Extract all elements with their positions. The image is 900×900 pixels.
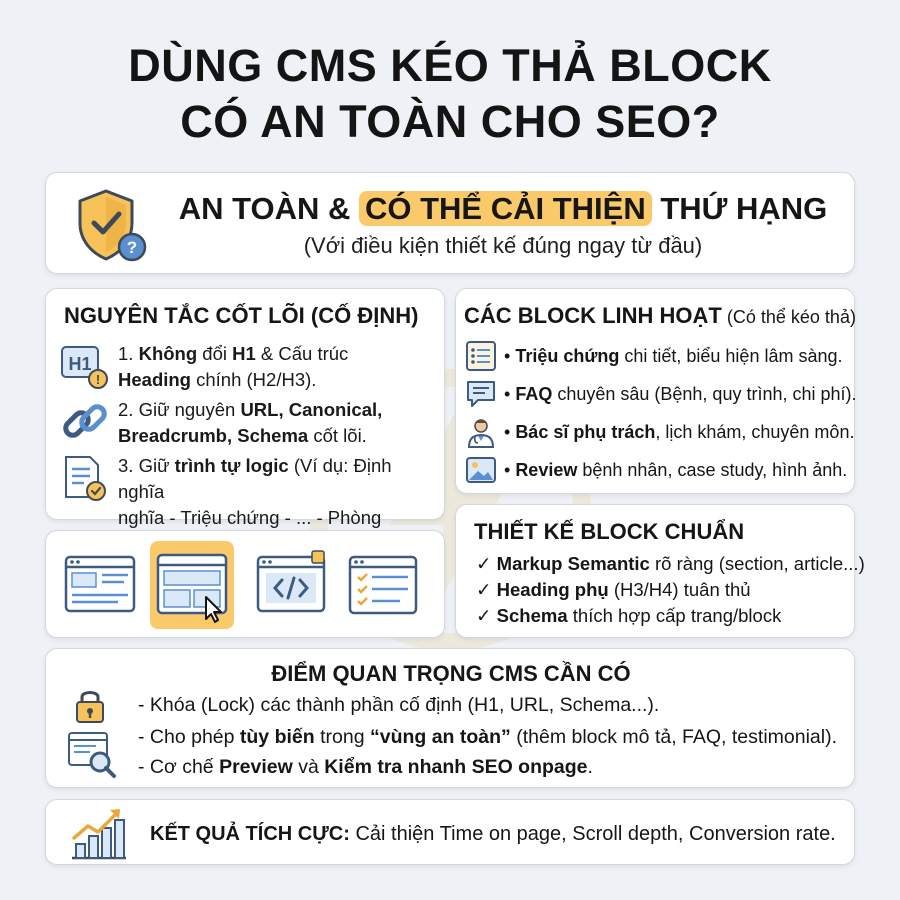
key-point-2-text-3: (thêm block mô tả, FAQ, testimonial). xyxy=(510,726,837,748)
flexible-blocks-heading xyxy=(464,301,856,332)
standard-item-2-text: (H3/H4) tuân thủ xyxy=(608,579,751,600)
svg-text:H1: H1 xyxy=(68,354,92,374)
principle-2-number: 2. Giữ nguyên xyxy=(118,399,241,420)
drag-block-layout-icon[interactable] xyxy=(154,547,230,623)
standard-block-heading: THIẾT KẾ BLOCK CHUẨN xyxy=(474,519,745,544)
flexible-item-4-bold: Review xyxy=(515,460,578,480)
key-point-3-text-2: và xyxy=(292,756,325,778)
safety-verdict-card xyxy=(45,172,855,274)
flexible-item-3-bold: Bác sĩ phụ trách xyxy=(515,422,656,442)
principle-3-number: 3. Giữ xyxy=(118,455,175,476)
flexible-block-item: • FAQ chuyên sâu (Bệnh, quy trình, chi phí). xyxy=(464,377,854,411)
flexible-block-item: • Review bệnh nhân, case study, hình ảnh. xyxy=(464,453,854,487)
standard-item-2-bold: Heading phụ xyxy=(496,579,609,600)
check-icon: ✓ xyxy=(476,579,497,600)
standard-item xyxy=(476,603,781,629)
key-point-3-text-3: . xyxy=(587,756,593,778)
standard-item xyxy=(476,577,751,603)
chat-bubble-icon xyxy=(464,377,498,411)
principle-1-number: 1. xyxy=(118,343,139,364)
code-editor-icon xyxy=(254,547,330,623)
verdict-heading-start: AN TOÀN & xyxy=(178,191,359,226)
title-line-1: DÙNG CMS KÉO THẢ BLOCK xyxy=(128,40,772,91)
standard-item-3-bold: Schema xyxy=(496,605,568,626)
checklist-document-icon xyxy=(60,453,110,503)
key-point-2-bold: tùy biến xyxy=(239,726,315,748)
principle-2-keywords: URL, Canonical, xyxy=(240,399,383,420)
principle-3-text: (Ví dụ: Định nghĩa xyxy=(118,455,392,502)
principle-3-keyword: trình tự logic xyxy=(174,455,289,476)
flexible-item-3-text: , lịch khám, chuyên môn. xyxy=(655,422,855,442)
flexible-block-item: • Triệu chứng chi tiết, biểu hiện lâm sàng. xyxy=(464,339,854,373)
search-window-icon xyxy=(66,729,118,781)
result-description: Cải thiện Time on page, Scroll depth, Conversion rate. xyxy=(349,823,836,845)
flexible-item-4-text: bệnh nhân, case study, hình ảnh. xyxy=(577,460,848,480)
key-point-2-text: - Cho phép xyxy=(138,726,240,748)
verdict-heading-end: THỨ HẠNG xyxy=(651,191,828,226)
flexible-item-2-text: chuyên sâu (Bệnh, quy trình, chi phí). xyxy=(552,384,857,404)
shield-check-icon xyxy=(76,187,148,263)
result-text xyxy=(150,820,836,848)
lock-icon xyxy=(72,685,108,725)
core-principles-heading: NGUYÊN TẮC CỐT LÕI (CỐ ĐỊNH) xyxy=(64,303,419,328)
flexible-blocks-note: (Có thể kéo thả) xyxy=(721,307,856,327)
key-point-preview xyxy=(138,753,593,781)
block-layout-icons-card xyxy=(45,530,445,638)
flexible-item-2-bold: FAQ xyxy=(515,384,553,404)
list-document-icon xyxy=(464,339,498,373)
chain-link-icon xyxy=(60,397,110,447)
key-point-2-bold-2: “vùng an toàn” xyxy=(369,726,511,748)
flexible-item-1-text: chi tiết, biểu hiện lâm sàng. xyxy=(619,346,843,366)
key-point-3-bold: Preview xyxy=(219,756,293,778)
title-line-2: CÓ AN TOÀN CHO SEO? xyxy=(180,96,720,147)
core-principles-card xyxy=(45,288,445,528)
key-point-customize xyxy=(138,723,837,751)
principle-1-h1: H1 xyxy=(232,343,256,364)
doctor-icon xyxy=(464,415,498,449)
principle-2-keywords-2: Breadcrumb, Schema xyxy=(118,425,309,446)
principle-1-text-3: chính (H2/H3). xyxy=(190,369,317,390)
svg-text:!: ! xyxy=(95,372,101,387)
principle-3-text-2: nghĩa - Triệu chứng - ... - Phòng xyxy=(118,507,382,528)
flexible-item-1-bold: Triệu chứng xyxy=(515,346,620,366)
principle-1-heading: Heading xyxy=(118,369,191,390)
web-layout-icon xyxy=(62,547,138,623)
page-title xyxy=(0,38,900,150)
flexible-block-item: • Bác sĩ phụ trách, lịch khám, chuyên môn. xyxy=(464,415,854,449)
flexible-blocks-title: CÁC BLOCK LINH HOẠT xyxy=(464,303,722,328)
key-point-3-text: - Cơ chế xyxy=(138,756,220,778)
result-label: KẾT QUẢ TÍCH CỰC: xyxy=(150,823,350,845)
image-icon xyxy=(464,453,498,487)
verdict-condition: (Với điều kiện thiết kế đúng ngay từ đầu) xyxy=(303,233,703,258)
key-cms-features-card xyxy=(45,648,855,788)
standard-item xyxy=(476,551,865,577)
key-point-3-bold-2: Kiểm tra nhanh SEO onpage xyxy=(324,756,588,778)
h1-warning-icon xyxy=(60,341,110,391)
principle-1-text: đổi xyxy=(197,343,233,364)
standard-block-design-card xyxy=(455,504,865,638)
principle-1-text-2: & Cấu trúc xyxy=(255,343,349,364)
key-point-2-text-2: trong xyxy=(314,726,370,748)
growth-chart-icon xyxy=(68,804,128,862)
standard-item-1-bold: Markup Semantic xyxy=(496,553,650,574)
check-icon: ✓ xyxy=(476,553,497,574)
standard-item-3-text: thích hợp cấp trang/block xyxy=(567,605,782,626)
key-point-lock: - Khóa (Lock) các thành phần cố định (H1, URL, Schema...). xyxy=(138,694,660,716)
check-icon: ✓ xyxy=(476,605,497,626)
verdict-heading xyxy=(158,189,848,229)
positive-result-card xyxy=(45,799,855,865)
principle-2-text: cốt lõi. xyxy=(308,425,367,446)
verdict-highlight: CÓ THỂ CẢI THIỆN xyxy=(359,191,652,226)
svg-text:?: ? xyxy=(126,238,138,257)
principle-1-keyword: Không xyxy=(138,343,198,364)
checklist-window-icon xyxy=(346,547,422,623)
key-cms-heading: ĐIỂM QUAN TRỌNG CMS CẦN CÓ xyxy=(271,661,631,686)
standard-item-1-text: rõ ràng (section, article...) xyxy=(649,553,865,574)
flexible-blocks-card xyxy=(455,288,855,494)
